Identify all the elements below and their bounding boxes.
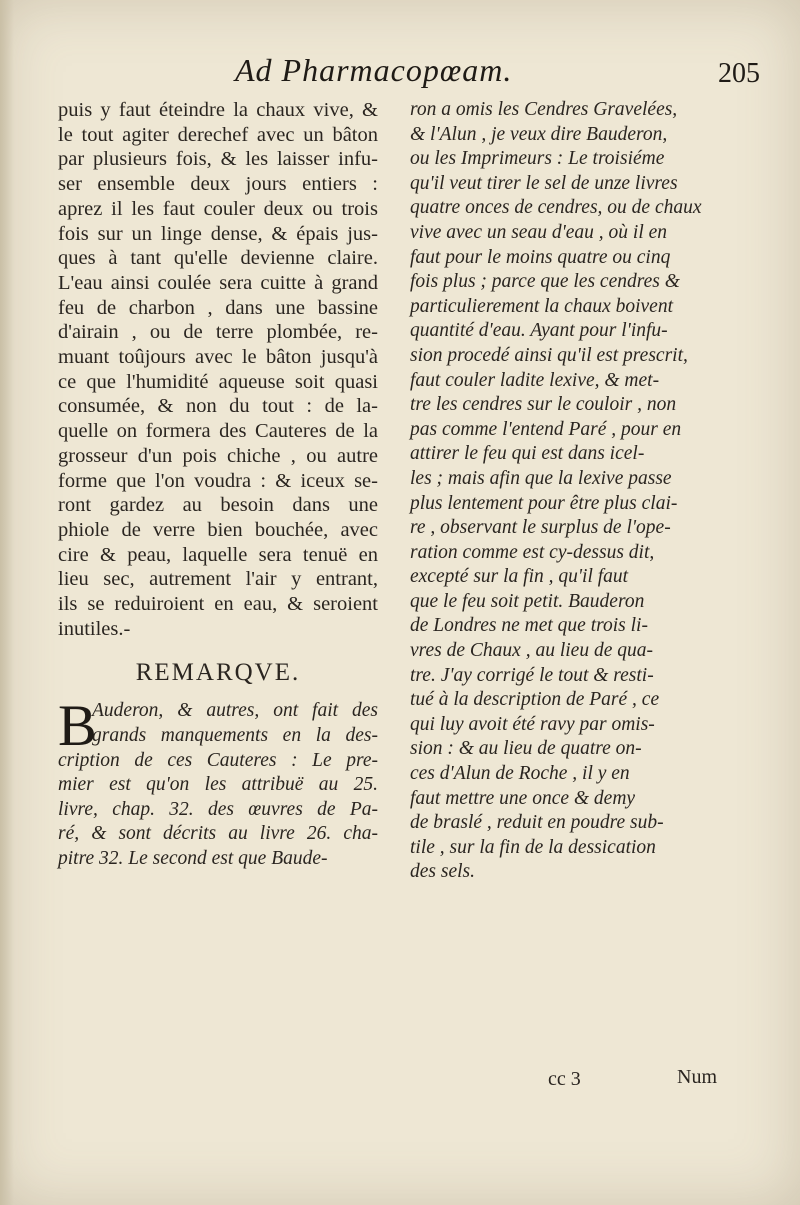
text-line: quelle on formera des Cauteres de la [58, 420, 378, 443]
drop-cap: B [58, 693, 97, 759]
text-line: qu'il veut tirer le sel de unze livres [410, 172, 678, 194]
page-gutter-shadow [0, 0, 14, 1205]
text-line: ou les Imprimeurs : Le troisiéme [410, 148, 665, 170]
text-line: tué à la description de Paré , ce [410, 689, 660, 711]
text-line: grosseur d'un pois chiche , ou autre [58, 444, 378, 467]
text-line: ques à tant qu'elle devienne claire. [58, 247, 378, 270]
text-line: quantité d'eau. Ayant pour l'infu- [410, 320, 668, 342]
text-line: ils se reduiroient en eau, & seroient [58, 593, 378, 616]
text-line: ces d'Alun de Roche , il y en [410, 763, 630, 785]
remark-heading: REMARQVE. [135, 659, 301, 687]
text-line: faut pour le moins quatre ou cinq [410, 246, 671, 268]
text-line: le tout agiter derechef avec un bâton [58, 123, 378, 146]
text-line: fois plus ; parce que les cendres & [410, 271, 680, 293]
text-line: L'eau ainsi coulée sera cuitte à grand [58, 271, 378, 294]
text-line: sion procedé ainsi qu'il est prescrit, [410, 344, 688, 366]
text-line: qui luy avoit été ravy par omis- [410, 713, 655, 735]
text-line: cription de ces Cauteres : Le pre- [58, 749, 378, 771]
text-line: plus lentement pour être plus clai- [410, 492, 678, 514]
text-line: tre. J'ay corrigé le tout & resti- [410, 664, 654, 686]
text-line: livre, chap. 32. des œuvres de Pa- [58, 798, 378, 820]
right-column [410, 98, 765, 885]
text-line: ron a omis les Cendres Gravelées, [410, 99, 678, 120]
catchword: Num [677, 1066, 717, 1088]
right-column-text [410, 98, 765, 885]
text-line: ré, & sont décrits au livre 26. cha- [58, 823, 378, 845]
text-line: de braslé , reduit en poudre sub- [410, 812, 664, 834]
text-line: muant toûjours avec le bâton jusqu'à [58, 346, 378, 369]
text-line: fois sur un linge dense, & épais jus- [58, 222, 378, 245]
text-line: re , observant le surplus de l'ope- [410, 517, 671, 539]
text-line: feu de charbon , dans une bassine [58, 296, 378, 319]
text-line: vive avec un seau d'eau , où il en [410, 221, 668, 243]
text-line: forme que l'on voudra : & iceux se- [58, 469, 378, 492]
remark-text [58, 693, 378, 871]
text-line: par plusieurs fois, & les laisser infu- [58, 148, 378, 171]
text-line: sion : & au lieu de quatre on- [410, 738, 642, 760]
running-head: Ad Pharmacopœam. [235, 52, 513, 88]
left-column [58, 98, 378, 872]
text-line: ront gardez au besoin dans une [58, 494, 378, 517]
text-line: phiole de verre bien bouchée, avec [58, 518, 378, 541]
text-line: Auderon, & autres, ont fait des [92, 700, 378, 722]
text-line: pas comme l'entend Paré , pour en [410, 418, 682, 440]
text-line: excepté sur la fin , qu'il faut [410, 566, 629, 588]
text-line: faut mettre une once & demy [410, 787, 636, 809]
text-line: consumée, & non du tout : de la- [58, 395, 378, 418]
text-line: ce que l'humidité aqueuse soit quasi [58, 370, 378, 393]
text-line: ration comme est cy-dessus dit, [410, 541, 655, 563]
text-line: lieu sec, autrement l'air y entrant, [58, 568, 378, 591]
text-line: & l'Alun , je veux dire Bauderon, [410, 123, 668, 145]
text-line: faut couler ladite lexive, & met- [410, 369, 660, 391]
left-column-text [58, 98, 378, 641]
remark-paragraph [58, 693, 378, 871]
text-line: de Londres ne met que trois li- [410, 615, 648, 637]
text-line: pitre 32. Le second est que Baude- [58, 848, 328, 870]
text-line: inutiles.- [58, 617, 131, 640]
text-line: les ; mais afin que la lexive passe [410, 467, 672, 489]
text-line: cire & peau, laquelle sera tenuë en [58, 543, 378, 566]
text-line: tile , sur la fin de la dessication [410, 836, 656, 858]
text-line: puis y faut éteindre la chaux vive, & [58, 99, 378, 121]
text-line: mier est qu'on les attribuë au 25. [58, 774, 378, 796]
text-line: particulierement la chaux boivent [410, 295, 673, 317]
text-line: des sels. [410, 861, 475, 883]
signature-mark: cc 3 [548, 1068, 581, 1090]
text-line: tre les cendres sur le couloir , non [410, 394, 677, 416]
text-line: vres de Chaux , au lieu de qua- [410, 640, 653, 662]
text-line: grands manquements en la des- [92, 725, 378, 747]
text-line: attirer le feu qui est dans icel- [410, 443, 645, 465]
text-line: quatre onces de cendres, ou de chaux [410, 197, 702, 219]
text-line: aprez il les faut couler deux ou trois [58, 197, 378, 220]
page-number: 205 [718, 58, 760, 89]
text-line: d'airain , ou de terre plombée, re- [58, 321, 378, 344]
text-line: que le feu soit petit. Bauderon [410, 590, 645, 612]
text-line: ser ensemble deux jours entiers : [58, 173, 378, 196]
